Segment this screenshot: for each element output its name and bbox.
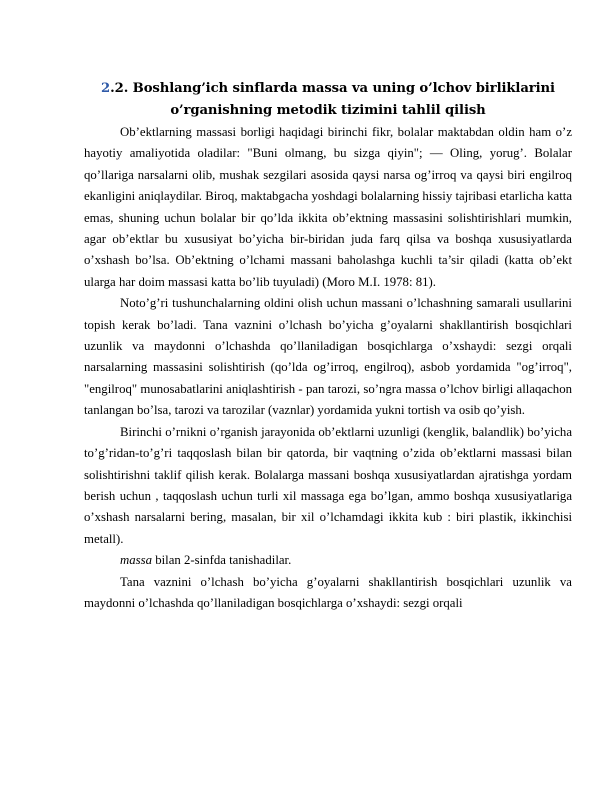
heading-line-2: o’rganishning metodik tizimini tahlil qilish <box>170 103 486 118</box>
paragraph-5: Tana vaznini o’lchash bo’yicha g’oyalarni shakllantirish bosqichlari uzunlik va maydonni o’lchashda qo’llaniladigan bosqichlarga o’xshaydi: sezgi orqali <box>84 574 572 610</box>
document-page <box>84 78 572 614</box>
section-heading <box>84 78 572 122</box>
paragraph-4-rest: bilan 2-sinfda tanishadilar. <box>152 553 292 568</box>
heading-line-1-text: .2. Boshlang’ich sinflarda massa va uning o’lchov birliklarini <box>110 81 555 96</box>
heading-number: 2 <box>101 81 111 96</box>
italic-term: massa <box>120 553 152 568</box>
paragraph-3: Birinchi o’rnikni o’rganish jarayonida ob’ektlarni uzunligi (kenglik, balandlik) bo’yicha to’g’ridan-to’g’ri taqqoslash bilan bir qatorda, bir vaqtning o’zida ob’ektlarni massasi bilan solishtirishni taklif qilish kerak. Bolalarga massani boshqa xususiyatlardan ajratishga yordam berish uchun , taqqoslash uchun turli xil massaga ega bo’lgan, ammo boshqa xususiyatlariga o’xshash narsalarni bering, masalan, bir xil o’lchamdagi ikkita kub : biri plastik, ikkinchisi metall). <box>84 424 572 546</box>
paragraph-2: Noto’g’ri tushunchalarning oldini olish uchun massani o’lchashning samarali usullarini topish kerak bo’ladi. Tana vaznini o’lchash bo’yicha g’oyalarni shakllantirish bosqichlari uzunlik va maydonni o’lchashda qo’llaniladigan bosqichlarga o’xshaydi: sezgi orqali narsalarning massasini solishtirish (qo’lda og’irroq, engilroq), asbob yordamida "og’irroq", "engilroq" munosabatlarini aniqlashtirish - pan tarozi, so’ngra massa o’lchov birligi allaqachon tanlangan bo’lsa, tarozi va tarozilar (vaznlar) yordamida yukni tortish va osib qo’yish. <box>84 296 572 418</box>
paragraph-1: Ob’ektlarning massasi borligi haqidagi birinchi fikr, bolalar maktabdan oldin ham o’z hayotiy amaliyotida oladilar: "Buni olmang, bu sizga qiyin"; — Oling, yorug’. Bolalar qo’llariga narsalarni olib, mushak sezgilari asosida qaysi narsa og’irroq va qaysi biri engilroq ekanligini aniqlaydilar. Biroq, maktabgacha yoshdagi bolalarning hissiy tajribasi etarlicha katta emas, shuning uchun bolalar bir qo’lda ikkita ob’ektning massasini solishtirishlari mumkin, agar ob’ektlar bu xususiyat bo’yicha bir-biridan juda farq qilsa va boshqa xususiyatlarda o’xshash bo’lsa. Ob’ektning o’lchami massani baholashga kuchli ta’sir qiladi (katta ob’ekt ularga har doim massasi katta bo’lib tuyuladi) (Moro M.I. 1978: 81). <box>84 125 572 289</box>
paragraph-4 <box>84 550 572 571</box>
heading-line-1 <box>84 78 572 100</box>
